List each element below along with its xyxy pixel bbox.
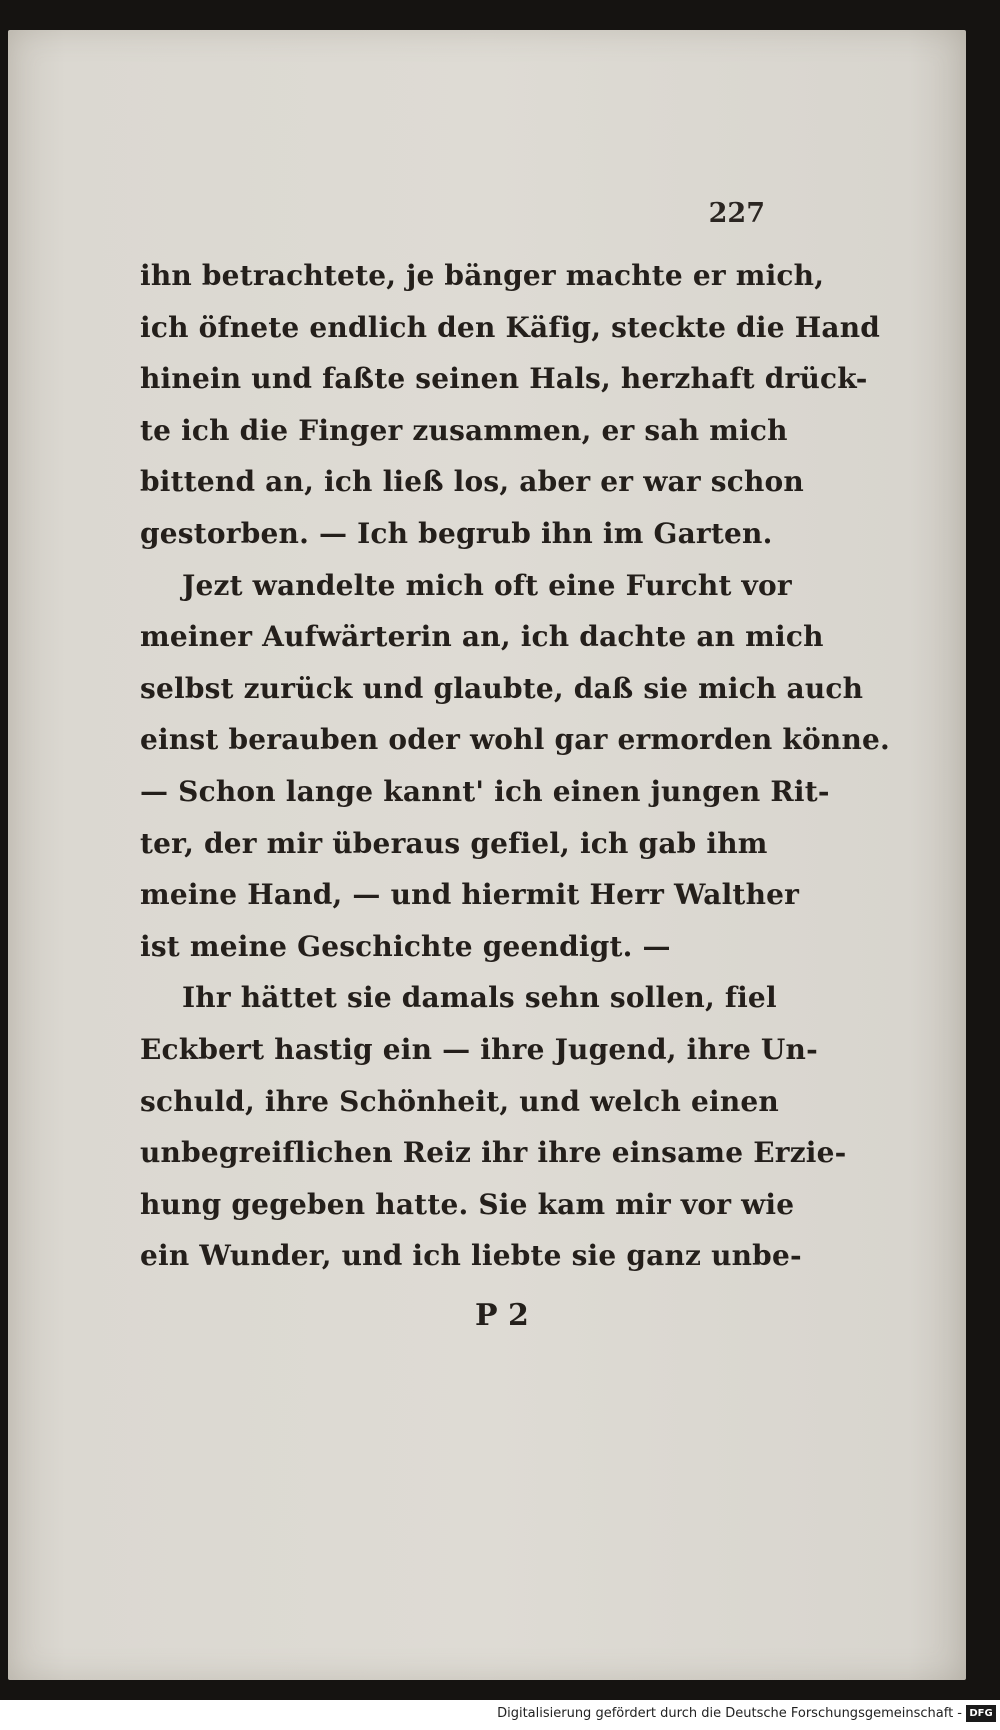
text-line: Ihr hättet sie damals sehn sollen, fiel <box>182 981 777 1015</box>
text-line: Jezt wandelte mich oft eine Furcht vor <box>182 568 792 602</box>
text-line: selbst zurück und glaubte, daß sie mich auch <box>140 671 864 705</box>
text-line: meiner Aufwärterin an, ich dachte an mich <box>140 620 824 654</box>
text-line: ich öfnete endlich den Käfig, steckte die Hand <box>140 310 881 344</box>
printer-signature: P 2 <box>475 1298 529 1333</box>
text-line: schuld, ihre Schönheit, und welch einen <box>140 1084 779 1118</box>
digitization-footer <box>0 1700 1000 1730</box>
text-line: hung gegeben hatte. Sie kam mir vor wie <box>140 1187 795 1221</box>
text-line: ein Wunder, und ich liebte sie ganz unbe- <box>140 1239 802 1273</box>
text-line: unbegreiflichen Reiz ihr ihre einsame Erzie- <box>140 1136 847 1170</box>
text-line: Eckbert hastig ein — ihre Jugend, ihre Un- <box>140 1032 818 1066</box>
footer-credit: Digitalisierung gefördert durch die Deutsche Forschungsgemeinschaft - <box>497 1706 962 1721</box>
dfg-logo: DFG <box>966 1705 996 1722</box>
text-line: gestorben. — Ich begrub ihn im Garten. <box>140 516 773 550</box>
page-number: 227 <box>708 198 765 229</box>
text-line: hinein und faßte seinen Hals, herzhaft drück- <box>140 362 868 396</box>
text-line: ist meine Geschichte geendigt. — <box>140 929 671 963</box>
text-line: ter, der mir überaus gefiel, ich gab ihm <box>140 826 768 860</box>
text-line: ihn betrachtete, je bänger machte er mich, <box>140 259 825 292</box>
text-line: — Schon lange kannt' ich einen jungen Rit- <box>140 774 830 808</box>
text-line: te ich die Finger zusammen, er sah mich <box>140 413 788 447</box>
text-line: meine Hand, — und hiermit Herr Walther <box>140 878 800 912</box>
text-line: einst berauben oder wohl gar ermorden könne. <box>140 723 890 757</box>
body-text <box>140 250 890 1282</box>
text-line: bittend an, ich ließ los, aber er war schon <box>140 465 804 499</box>
